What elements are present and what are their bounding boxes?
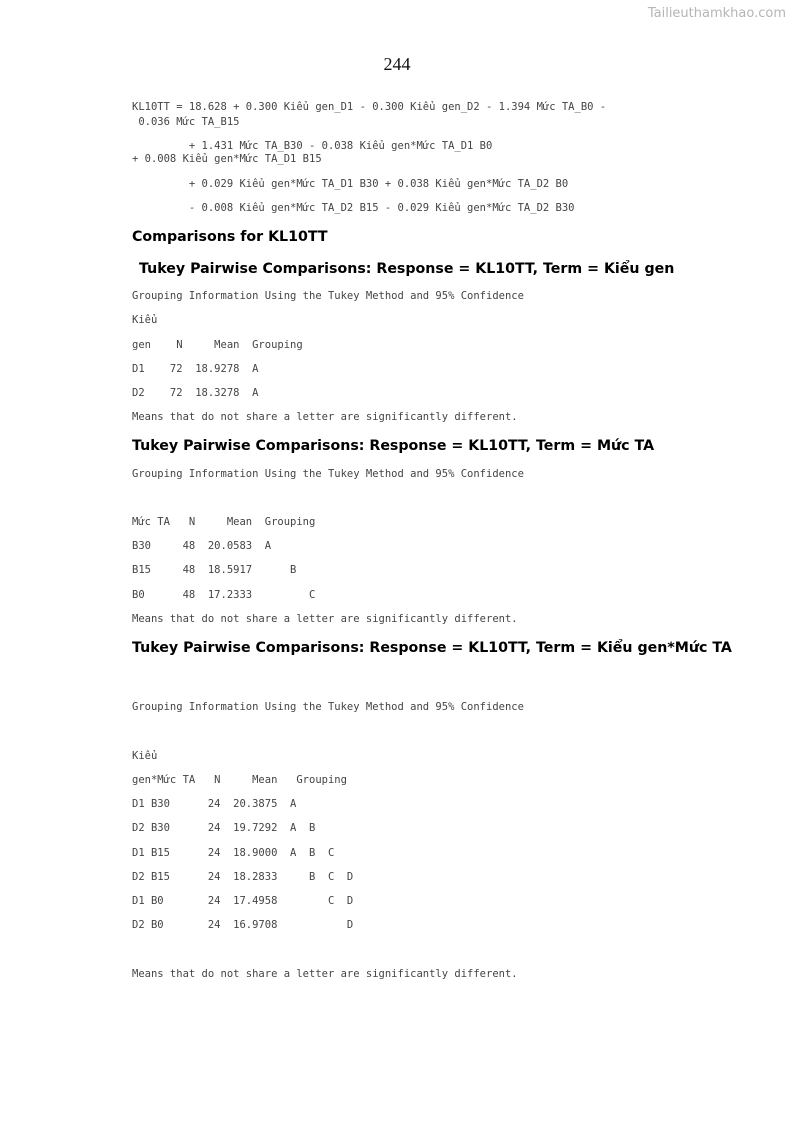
section-heading-kieu-gen: Tukey Pairwise Comparisons: Response = KL10TT, Term = Kiểu gen xyxy=(139,261,675,277)
table-row: B0 48 17.2333 C xyxy=(132,589,316,601)
equation-line: 0.036 Mức TA_B15 xyxy=(132,116,240,128)
table-row: B15 48 18.5917 B xyxy=(132,564,297,576)
table-header: Mức TA N Mean Grouping xyxy=(132,516,316,528)
equation-line: + 0.029 Kiểu gen*Mức TA_D1 B30 + 0.038 Kiểu gen*Mức TA_D2 B0 xyxy=(132,178,569,190)
grouping-info: Grouping Information Using the Tukey Method and 95% Confidence xyxy=(132,701,524,713)
table-row: D2 B30 24 19.7292 A B xyxy=(132,822,316,834)
table-row: D1 B15 24 18.9000 A B C xyxy=(132,847,335,859)
table-row: D1 B0 24 17.4958 C D xyxy=(132,895,354,907)
table-row: B30 48 20.0583 A xyxy=(132,540,272,552)
equation-line: - 0.008 Kiểu gen*Mức TA_D2 B15 - 0.029 Kiểu gen*Mức TA_D2 B30 xyxy=(132,202,575,214)
table-header: Kiểu xyxy=(132,314,158,326)
footnote: Means that do not share a letter are significantly different. xyxy=(132,968,518,980)
page-number: 244 xyxy=(383,54,411,74)
grouping-info: Grouping Information Using the Tukey Method and 95% Confidence xyxy=(132,290,524,302)
footnote: Means that do not share a letter are significantly different. xyxy=(132,411,518,423)
comparisons-heading: Comparisons for KL10TT xyxy=(132,229,328,245)
table-row: D1 72 18.9278 A xyxy=(132,363,259,375)
equation-line: + 0.008 Kiểu gen*Mức TA_D1 B15 xyxy=(132,153,322,165)
table-row: D2 72 18.3278 A xyxy=(132,387,259,399)
table-row: D2 B0 24 16.9708 D xyxy=(132,919,354,931)
table-row: D1 B30 24 20.3875 A xyxy=(132,798,297,810)
section-heading-muc-ta: Tukey Pairwise Comparisons: Response = KL10TT, Term = Mức TA xyxy=(132,438,655,454)
section-heading-interaction: Tukey Pairwise Comparisons: Response = KL10TT, Term = Kiểu gen*Mức TA xyxy=(132,640,732,656)
table-header: gen*Mức TA N Mean Grouping xyxy=(132,774,347,786)
footnote: Means that do not share a letter are significantly different. xyxy=(132,613,518,625)
equation-line: KL10TT = 18.628 + 0.300 Kiểu gen_D1 - 0.300 Kiểu gen_D2 - 1.394 Mức TA_B0 - xyxy=(132,101,607,113)
table-header: Kiểu xyxy=(132,750,158,762)
table-row: D2 B15 24 18.2833 B C D xyxy=(132,871,354,883)
table-header: gen N Mean Grouping xyxy=(132,339,303,351)
watermark: Tailieuthamkhao.com xyxy=(647,6,786,21)
grouping-info: Grouping Information Using the Tukey Method and 95% Confidence xyxy=(132,468,524,480)
equation-line: + 1.431 Mức TA_B30 - 0.038 Kiểu gen*Mức TA_D1 B0 xyxy=(132,140,493,152)
